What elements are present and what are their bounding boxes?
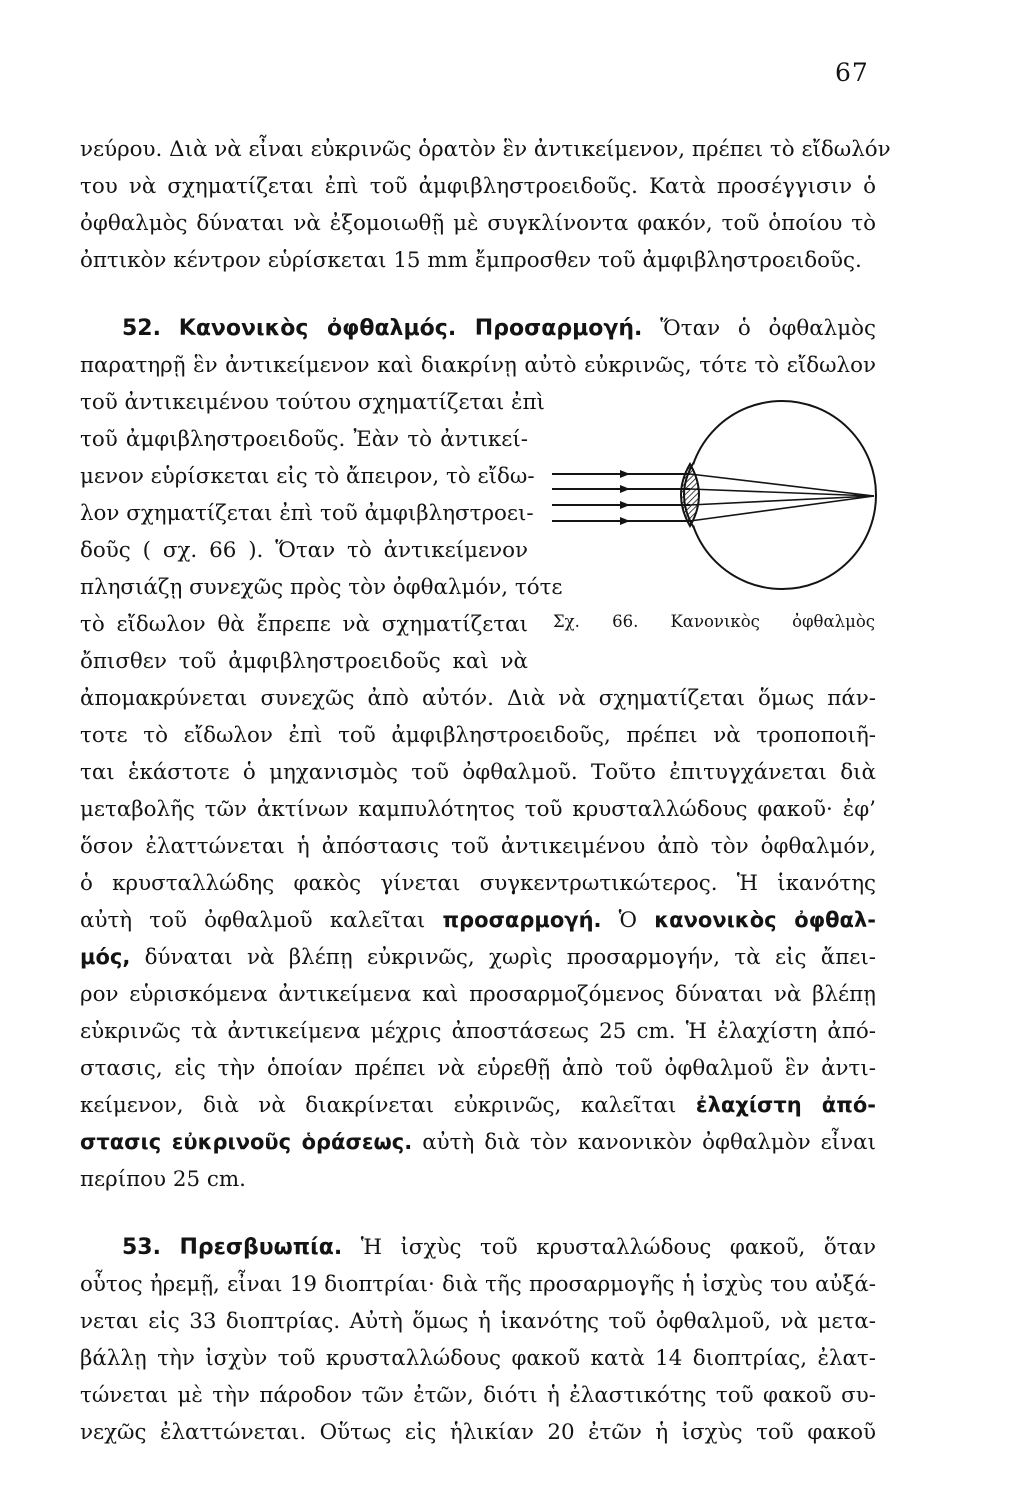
text-run: Ὅταν ὁ ὀφθαλμὸς <box>660 316 876 341</box>
text-line <box>80 1132 876 1153</box>
text-line: περίπου 25 cm. <box>80 1167 246 1192</box>
section-title: Κανονικὸς ὀφθαλμός. Προσαρμογή. <box>178 316 643 341</box>
term-adaptation: προσαρμογή. <box>442 908 602 932</box>
text-line: οὗτος ἠρεμῇ, εἶναι 19 διοπτρίαι· διὰ τῆς προσαρμογῆς ἡ ἰσχὺς του αὐξά- <box>80 1272 876 1297</box>
term-normal-eye-end: μός, <box>80 945 131 969</box>
section-title: Πρεσβυωπία. <box>179 1235 343 1260</box>
text-line: βάλλῃ τὴν ἰσχὺν τοῦ κρυσταλλώδους φακοῦ κατὰ 14 διοπτρίας, ἐλατ- <box>80 1346 876 1371</box>
text-line <box>80 947 876 968</box>
text-line: τοῦ ἀντικειμένου τούτου σχηματίζεται ἐπὶ <box>80 390 545 415</box>
text-run: κείμενον, διὰ νὰ διακρίνεται εὐκρινῶς, καλεῖται <box>80 1093 677 1118</box>
text-line: ὅσον ἐλαττώνεται ἡ ἀπόστασις τοῦ ἀντικειμένου ἀπὸ τὸν ὀφθαλμόν, <box>80 834 876 859</box>
text-line: του νὰ σχηματίζεται ἐπὶ τοῦ ἀμφιβληστροειδοῦς. Κατὰ προσέγγισιν ὁ <box>80 174 876 199</box>
text-line: νεχῶς ἐλαττώνεται. Οὕτως εἰς ἡλικίαν 20 ἐτῶν ἡ ἰσχὺς τοῦ φακοῦ <box>80 1420 876 1445</box>
text-line <box>80 910 876 931</box>
text-line: τώνεται μὲ τὴν πάροδον τῶν ἐτῶν, διότι ἡ ἐλαστικότης τοῦ φακοῦ συ- <box>80 1383 876 1408</box>
text-line: παρατηρῇ ἓν ἀντικείμενον καὶ διακρίνῃ αὐτὸ εὐκρινῶς, τότε τὸ εἴδωλον <box>80 353 876 378</box>
page-number: 67 <box>835 58 869 87</box>
text-line: νεται εἰς 33 διοπτρίας. Αὐτὴ ὅμως ἡ ἱκανότης τοῦ ὀφθαλμοῦ, νὰ μετα- <box>80 1309 876 1334</box>
text-run: αὐτὴ διὰ τὸν κανονικὸν ὀφθαλμὸν εἶναι <box>422 1130 876 1155</box>
text-line: ὀπτικὸν κέντρον εὑρίσκεται 15 mm ἔμπροσθεν τοῦ ἀμφιβληστροειδοῦς. <box>80 248 862 273</box>
text-line: ὁ κρυσταλλώδης φακὸς γίνεται συγκεντρωτικώτερος. Ἡ ἱκανότης <box>80 871 876 896</box>
term-normal-eye: κανονικὸς ὀφθαλ- <box>654 908 876 932</box>
text-line: στασις, εἰς τὴν ὁποίαν πρέπει νὰ εὑρεθῇ ἀπὸ τοῦ ὀφθαλμοῦ ἓν ἀντι- <box>80 1056 876 1081</box>
section-heading-line <box>122 318 876 340</box>
text-line: πλησιάζῃ συνεχῶς πρὸς τὸν ὀφθαλμόν, τότε <box>80 575 563 600</box>
text-line: τὸ εἴδωλον θὰ ἔπρεπε νὰ σχηματίζεται <box>80 612 528 637</box>
section-number: 52. <box>122 316 161 341</box>
text-line: ρον εὑρισκόμενα ἀντικείμενα καὶ προσαρμοζόμενος δύναται νὰ βλέπῃ <box>80 982 876 1007</box>
text-line: τοῦ ἀμφιβληστροειδοῦς. Ἐὰν τὸ ἀντικεί- <box>80 427 528 452</box>
text-run: Ὁ <box>618 908 638 933</box>
text-line: ται ἑκάστοτε ὁ μηχανισμὸς τοῦ ὀφθαλμοῦ. Τοῦτο ἐπιτυγχάνεται διὰ <box>80 760 876 785</box>
text-line: ὄπισθεν τοῦ ἀμφιβληστροειδοῦς καὶ νὰ <box>80 649 528 674</box>
text-line: νεύρου. Διὰ νὰ εἶναι εὐκρινῶς ὁρατὸν ἓν ἀντικείμενον, πρέπει τὸ εἴδωλόν <box>80 137 891 162</box>
text-line: ὀφθαλμὸς δύναται νὰ ἐξομοιωθῇ μὲ συγκλίνοντα φακόν, τοῦ ὁποίου τὸ <box>80 211 876 236</box>
term-min-distance-end: στασις εὐκρινοῦς ὁράσεως. <box>80 1130 413 1154</box>
figure-caption: Σχ. 66. Κανονικὸς ὀφθαλμὸς <box>553 612 875 631</box>
text-line: μενον εὑρίσκεται εἰς τὸ ἄπειρον, τὸ εἴδω- <box>80 464 535 489</box>
text-line: εὐκρινῶς τὰ ἀντικείμενα μέχρις ἀποστάσεως 25 cm. Ἡ ἐλαχίστη ἀπό- <box>80 1019 876 1044</box>
text-line <box>80 1095 876 1116</box>
text-line: ἀπομακρύνεται συνεχῶς ἀπὸ αὐτόν. Διὰ νὰ σχηματίζεται ὅμως πάν- <box>80 686 876 711</box>
section-heading-line <box>122 1237 876 1259</box>
text-run: δύναται νὰ βλέπῃ εὐκρινῶς, χωρὶς προσαρμογήν, τὰ εἰς ἄπει- <box>144 945 876 970</box>
text-line: μεταβολῆς τῶν ἀκτίνων καμπυλότητος τοῦ κρυσταλλώδους φακοῦ· ἐφ’ <box>80 797 876 822</box>
figure-66-eye-diagram <box>548 388 878 638</box>
term-min-distance: ἐλαχίστη ἀπό- <box>695 1093 876 1117</box>
text-run: αὐτὴ τοῦ ὀφθαλμοῦ καλεῖται <box>80 908 426 933</box>
text-line: τοτε τὸ εἴδωλον ἐπὶ τοῦ ἀμφιβληστροειδοῦς, πρέπει νὰ τροποποιῆ- <box>80 723 876 748</box>
eye-diagram-icon <box>548 388 878 638</box>
section-number: 53. <box>122 1235 161 1260</box>
text-run: Ἡ ἰσχὺς τοῦ κρυσταλλώδους φακοῦ, ὅταν <box>360 1235 876 1260</box>
text-line: δοῦς ( σχ. 66 ). Ὅταν τὸ ἀντικείμενον <box>80 538 528 563</box>
text-line: λον σχηματίζεται ἐπὶ τοῦ ἀμφιβληστροει- <box>80 501 534 526</box>
